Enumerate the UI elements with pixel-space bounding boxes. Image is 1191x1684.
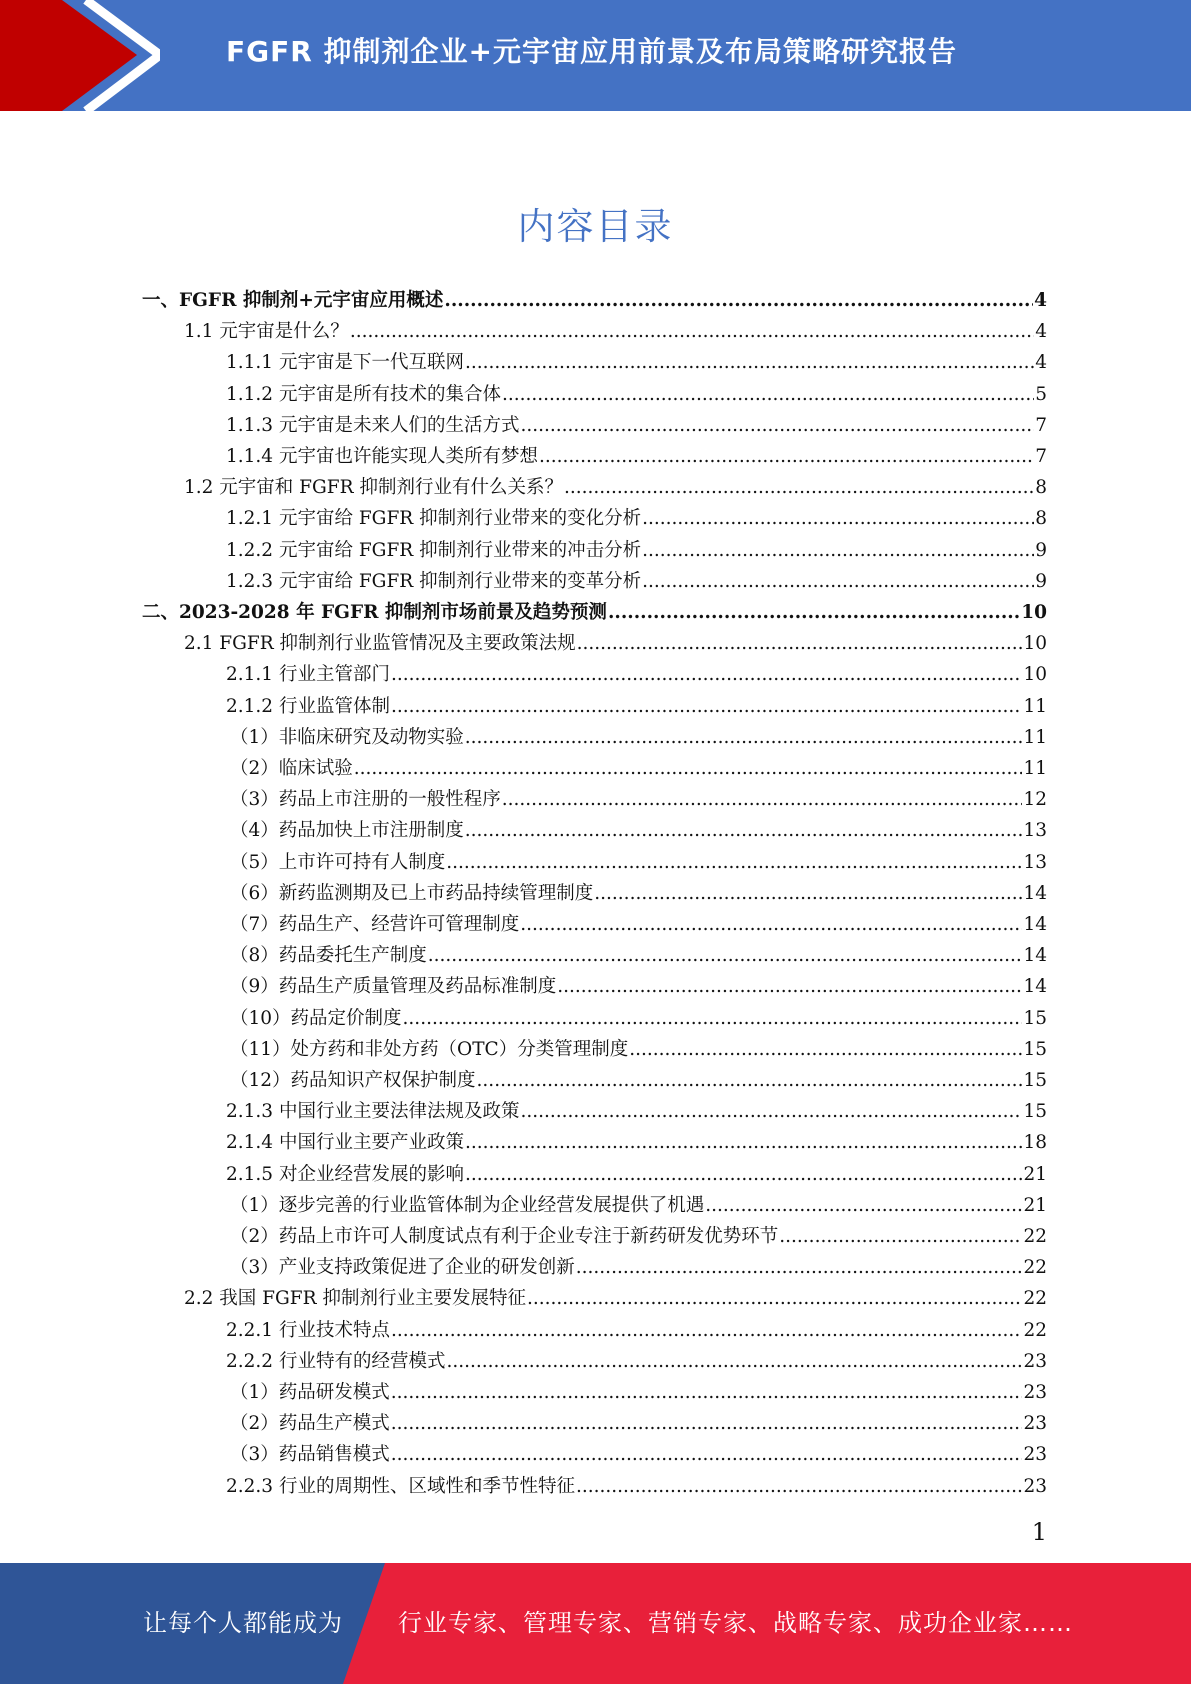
toc-entry-page: 15 xyxy=(1023,1101,1047,1122)
toc-entry-title: （9）药品生产质量管理及药品标准制度 xyxy=(230,976,557,997)
toc-entry-title: 二、2023-2028 年 FGFR 抑制剂市场前景及趋势预测 xyxy=(142,602,607,623)
toc-dot-leader xyxy=(428,940,1023,971)
toc-dot-leader xyxy=(520,909,1022,940)
toc-dot-leader xyxy=(642,535,1034,566)
toc-dot-leader xyxy=(502,379,1034,410)
toc-entry-page: 23 xyxy=(1023,1476,1047,1497)
toc-entry-page: 15 xyxy=(1023,1039,1047,1060)
page-header xyxy=(0,0,1191,111)
toc-entry[interactable] xyxy=(226,1159,1047,1190)
toc-entry-page: 23 xyxy=(1023,1444,1047,1465)
toc-entry[interactable] xyxy=(226,441,1047,472)
toc-entry-title: 1.1.1 元宇宙是下一代互联网 xyxy=(226,352,464,373)
toc-entry[interactable] xyxy=(230,815,1047,846)
toc-entry-page: 21 xyxy=(1023,1164,1047,1185)
toc-entry[interactable] xyxy=(226,1127,1047,1158)
toc-entry-title: （1）逐步完善的行业监管体制为企业经营发展提供了机遇 xyxy=(230,1195,705,1216)
toc-entry-page: 8 xyxy=(1035,477,1047,498)
toc-entry-title: （5）上市许可持有人制度 xyxy=(230,852,446,873)
toc-entry-title: （11）处方药和非处方药（OTC）分类管理制度 xyxy=(230,1039,629,1060)
toc-entry[interactable] xyxy=(226,1346,1047,1377)
toc-entry-page: 13 xyxy=(1023,852,1047,873)
toc-dot-leader xyxy=(403,1003,1023,1034)
toc-dot-leader xyxy=(465,347,1034,378)
toc-dot-leader xyxy=(576,1471,1022,1502)
toc-dot-leader xyxy=(576,1252,1023,1283)
toc-entry-page: 8 xyxy=(1035,508,1047,529)
toc-dot-leader xyxy=(642,503,1034,534)
toc-entry-title: （1）非临床研究及动物实验 xyxy=(230,727,464,748)
toc-dot-leader xyxy=(465,1159,1022,1190)
toc-entry-title: （2）药品上市许可人制度试点有利于企业专注于新药研发优势环节 xyxy=(230,1226,779,1247)
toc-dot-leader xyxy=(465,722,1023,753)
toc-entry-title: （3）药品上市注册的一般性程序 xyxy=(230,789,501,810)
toc-entry[interactable] xyxy=(230,971,1047,1002)
toc-entry[interactable] xyxy=(142,597,1047,628)
header-title: FGFR 抑制剂企业+元宇宙应用前景及布局策略研究报告 xyxy=(226,35,958,68)
toc-entry[interactable] xyxy=(230,1034,1047,1065)
toc-entry-page: 22 xyxy=(1023,1320,1047,1341)
toc-entry-title: 1.2.3 元宇宙给 FGFR 抑制剂行业带来的变革分析 xyxy=(226,571,642,592)
toc-dot-leader xyxy=(557,971,1022,1002)
toc-entry[interactable] xyxy=(226,1315,1047,1346)
toc-dot-leader xyxy=(465,815,1023,846)
toc-entry[interactable] xyxy=(142,285,1047,316)
toc-entry-page: 22 xyxy=(1023,1226,1047,1247)
toc-dot-leader xyxy=(520,1096,1022,1127)
toc-dot-leader xyxy=(539,441,1034,472)
toc-entry-page: 21 xyxy=(1023,1195,1047,1216)
toc-entry-page: 15 xyxy=(1023,1008,1047,1029)
toc-entry-title: （2）临床试验 xyxy=(230,758,353,779)
toc-entry[interactable] xyxy=(184,1283,1047,1314)
toc-entry-page: 23 xyxy=(1023,1382,1047,1403)
toc-entry[interactable] xyxy=(230,1439,1047,1470)
toc-dot-leader xyxy=(477,1065,1023,1096)
toc-entry-page: 18 xyxy=(1023,1132,1047,1153)
footer-slogan-left: 让每个人都能成为 xyxy=(143,1609,343,1637)
toc-entry[interactable] xyxy=(230,784,1047,815)
toc-entry-title: 1.1.2 元宇宙是所有技术的集合体 xyxy=(226,384,501,405)
toc-entry-page: 13 xyxy=(1023,820,1047,841)
toc-dot-leader xyxy=(444,285,1033,316)
toc-entry-page: 10 xyxy=(1021,602,1047,623)
toc-entry-page: 4 xyxy=(1034,290,1047,311)
toc-dot-leader xyxy=(594,878,1022,909)
toc-entry-page: 14 xyxy=(1023,883,1047,904)
toc-entry-title: 1.2.1 元宇宙给 FGFR 抑制剂行业带来的变化分析 xyxy=(226,508,642,529)
toc-entry[interactable] xyxy=(226,410,1047,441)
toc-entry-title: （2）药品生产模式 xyxy=(230,1413,390,1434)
toc-entry-title: 2.2.2 行业特有的经营模式 xyxy=(226,1351,446,1372)
toc-entry-title: 一、FGFR 抑制剂+元宇宙应用概述 xyxy=(142,290,444,311)
toc-entry[interactable] xyxy=(226,566,1047,597)
toc-entry[interactable] xyxy=(226,691,1047,722)
toc-entry-title: 1.2 元宇宙和 FGFR 抑制剂行业有什么关系？ xyxy=(184,477,563,498)
toc-entry-title: 2.1.2 行业监管体制 xyxy=(226,696,390,717)
toc-entry-page: 11 xyxy=(1023,727,1047,748)
toc-entry-page: 14 xyxy=(1023,914,1047,935)
toc-entry[interactable] xyxy=(230,1003,1047,1034)
toc-entry-title: 2.1.3 中国行业主要法律法规及政策 xyxy=(226,1101,520,1122)
toc-entry-page: 14 xyxy=(1023,945,1047,966)
toc-entry-title: 2.1.4 中国行业主要产业政策 xyxy=(226,1132,464,1153)
toc-entry[interactable] xyxy=(184,628,1047,659)
toc-entry-page: 10 xyxy=(1023,633,1047,654)
page-number: 1 xyxy=(1031,1518,1047,1546)
toc-entry-page: 11 xyxy=(1023,696,1047,717)
toc-dot-leader xyxy=(446,1346,1022,1377)
toc-entry[interactable] xyxy=(184,472,1047,503)
toc-dot-leader xyxy=(391,1439,1023,1470)
toc-entry-page: 23 xyxy=(1023,1413,1047,1434)
toc-entry-title: （7）药品生产、经营许可管理制度 xyxy=(230,914,520,935)
toc-entry-page: 22 xyxy=(1023,1257,1047,1278)
toc-dot-leader xyxy=(350,316,1034,347)
toc-heading: 内容目录 xyxy=(517,205,674,248)
toc-entry-page: 12 xyxy=(1023,789,1047,810)
toc-dot-leader xyxy=(527,1283,1023,1314)
toc-entry[interactable] xyxy=(226,379,1047,410)
toc-entry-title: 2.2.1 行业技术特点 xyxy=(226,1320,390,1341)
toc-entry-title: 1.2.2 元宇宙给 FGFR 抑制剂行业带来的冲击分析 xyxy=(226,540,642,561)
toc-entry[interactable] xyxy=(226,535,1047,566)
toc-entry[interactable] xyxy=(230,878,1047,909)
toc-dot-leader xyxy=(391,1377,1023,1408)
toc-dot-leader xyxy=(779,1221,1022,1252)
toc-entry-page: 23 xyxy=(1023,1351,1047,1372)
toc-dot-leader xyxy=(391,691,1022,722)
toc-entry-title: 2.2 我国 FGFR 抑制剂行业主要发展特征 xyxy=(184,1288,526,1309)
toc-dot-leader xyxy=(502,784,1023,815)
toc-entry-title: 2.1 FGFR 抑制剂行业监管情况及主要政策法规 xyxy=(184,633,576,654)
toc-entry[interactable] xyxy=(230,1377,1047,1408)
toc-entry[interactable] xyxy=(226,659,1047,690)
toc-entry-title: 1.1.3 元宇宙是未来人们的生活方式 xyxy=(226,415,520,436)
toc-entry-title: 2.1.1 行业主管部门 xyxy=(226,664,390,685)
toc-entry[interactable] xyxy=(230,753,1047,784)
toc-dot-leader xyxy=(465,1127,1022,1158)
toc-entry-title: （10）药品定价制度 xyxy=(230,1008,402,1029)
toc-entry-title: （3）产业支持政策促进了企业的研发创新 xyxy=(230,1257,575,1278)
page-footer xyxy=(0,1563,1191,1684)
toc-entry-title: （8）药品委托生产制度 xyxy=(230,945,427,966)
toc-dot-leader xyxy=(608,597,1020,628)
toc-entry[interactable] xyxy=(230,940,1047,971)
toc-entry[interactable] xyxy=(230,722,1047,753)
toc-entry-page: 4 xyxy=(1035,352,1047,373)
toc-entry-title: 2.2.3 行业的周期性、区域性和季节性特征 xyxy=(226,1476,575,1497)
toc-entry-page: 14 xyxy=(1023,976,1047,997)
toc-entry[interactable] xyxy=(230,1221,1047,1252)
toc-entry-page: 15 xyxy=(1023,1070,1047,1091)
toc-dot-leader xyxy=(642,566,1034,597)
toc-entry[interactable] xyxy=(230,1408,1047,1439)
toc-dot-leader xyxy=(391,1408,1023,1439)
toc-dot-leader xyxy=(629,1034,1022,1065)
footer-slogan-right: 行业专家、管理专家、营销专家、战略专家、成功企业家…… xyxy=(398,1609,1073,1637)
toc-entry-page: 5 xyxy=(1035,384,1047,405)
toc-entry-page: 11 xyxy=(1023,758,1047,779)
toc-entry[interactable] xyxy=(230,909,1047,940)
toc-dot-leader xyxy=(446,847,1022,878)
toc-entry-title: 1.1.4 元宇宙也许能实现人类所有梦想 xyxy=(226,446,538,467)
toc-entry-title: （6）新药监测期及已上市药品持续管理制度 xyxy=(230,883,594,904)
toc-entry[interactable] xyxy=(230,1190,1047,1221)
toc-dot-leader xyxy=(705,1190,1022,1221)
toc-entry-page: 10 xyxy=(1023,664,1047,685)
toc-dot-leader xyxy=(520,410,1034,441)
toc-entry-title: （4）药品加快上市注册制度 xyxy=(230,820,464,841)
toc-entry-title: （3）药品销售模式 xyxy=(230,1444,390,1465)
toc-entry[interactable] xyxy=(226,1096,1047,1127)
toc-dot-leader xyxy=(577,628,1023,659)
toc-entry-page: 9 xyxy=(1035,540,1047,561)
toc-entry[interactable] xyxy=(226,347,1047,378)
toc-entry-title: （12）药品知识产权保护制度 xyxy=(230,1070,476,1091)
toc-entry[interactable] xyxy=(230,1252,1047,1283)
toc-entry-title: （1）药品研发模式 xyxy=(230,1382,390,1403)
toc-entry-title: 1.1 元宇宙是什么？ xyxy=(184,321,349,342)
toc-dot-leader xyxy=(391,659,1022,690)
toc-entry[interactable] xyxy=(226,1471,1047,1502)
toc-dot-leader xyxy=(391,1315,1022,1346)
toc-entry-page: 22 xyxy=(1023,1288,1047,1309)
toc-entry[interactable] xyxy=(230,847,1047,878)
toc-entry-page: 9 xyxy=(1035,571,1047,592)
toc-entry[interactable] xyxy=(226,503,1047,534)
toc-dot-leader xyxy=(564,472,1034,503)
toc-entry[interactable] xyxy=(230,1065,1047,1096)
header-red-arrow-shape xyxy=(0,0,160,111)
toc-entry-page: 4 xyxy=(1035,321,1047,342)
toc-entry-title: 2.1.5 对企业经营发展的影响 xyxy=(226,1164,464,1185)
toc-entry[interactable] xyxy=(184,316,1047,347)
toc-dot-leader xyxy=(354,753,1023,784)
toc-entry-page: 7 xyxy=(1035,415,1047,436)
toc-entry-page: 7 xyxy=(1035,446,1047,467)
